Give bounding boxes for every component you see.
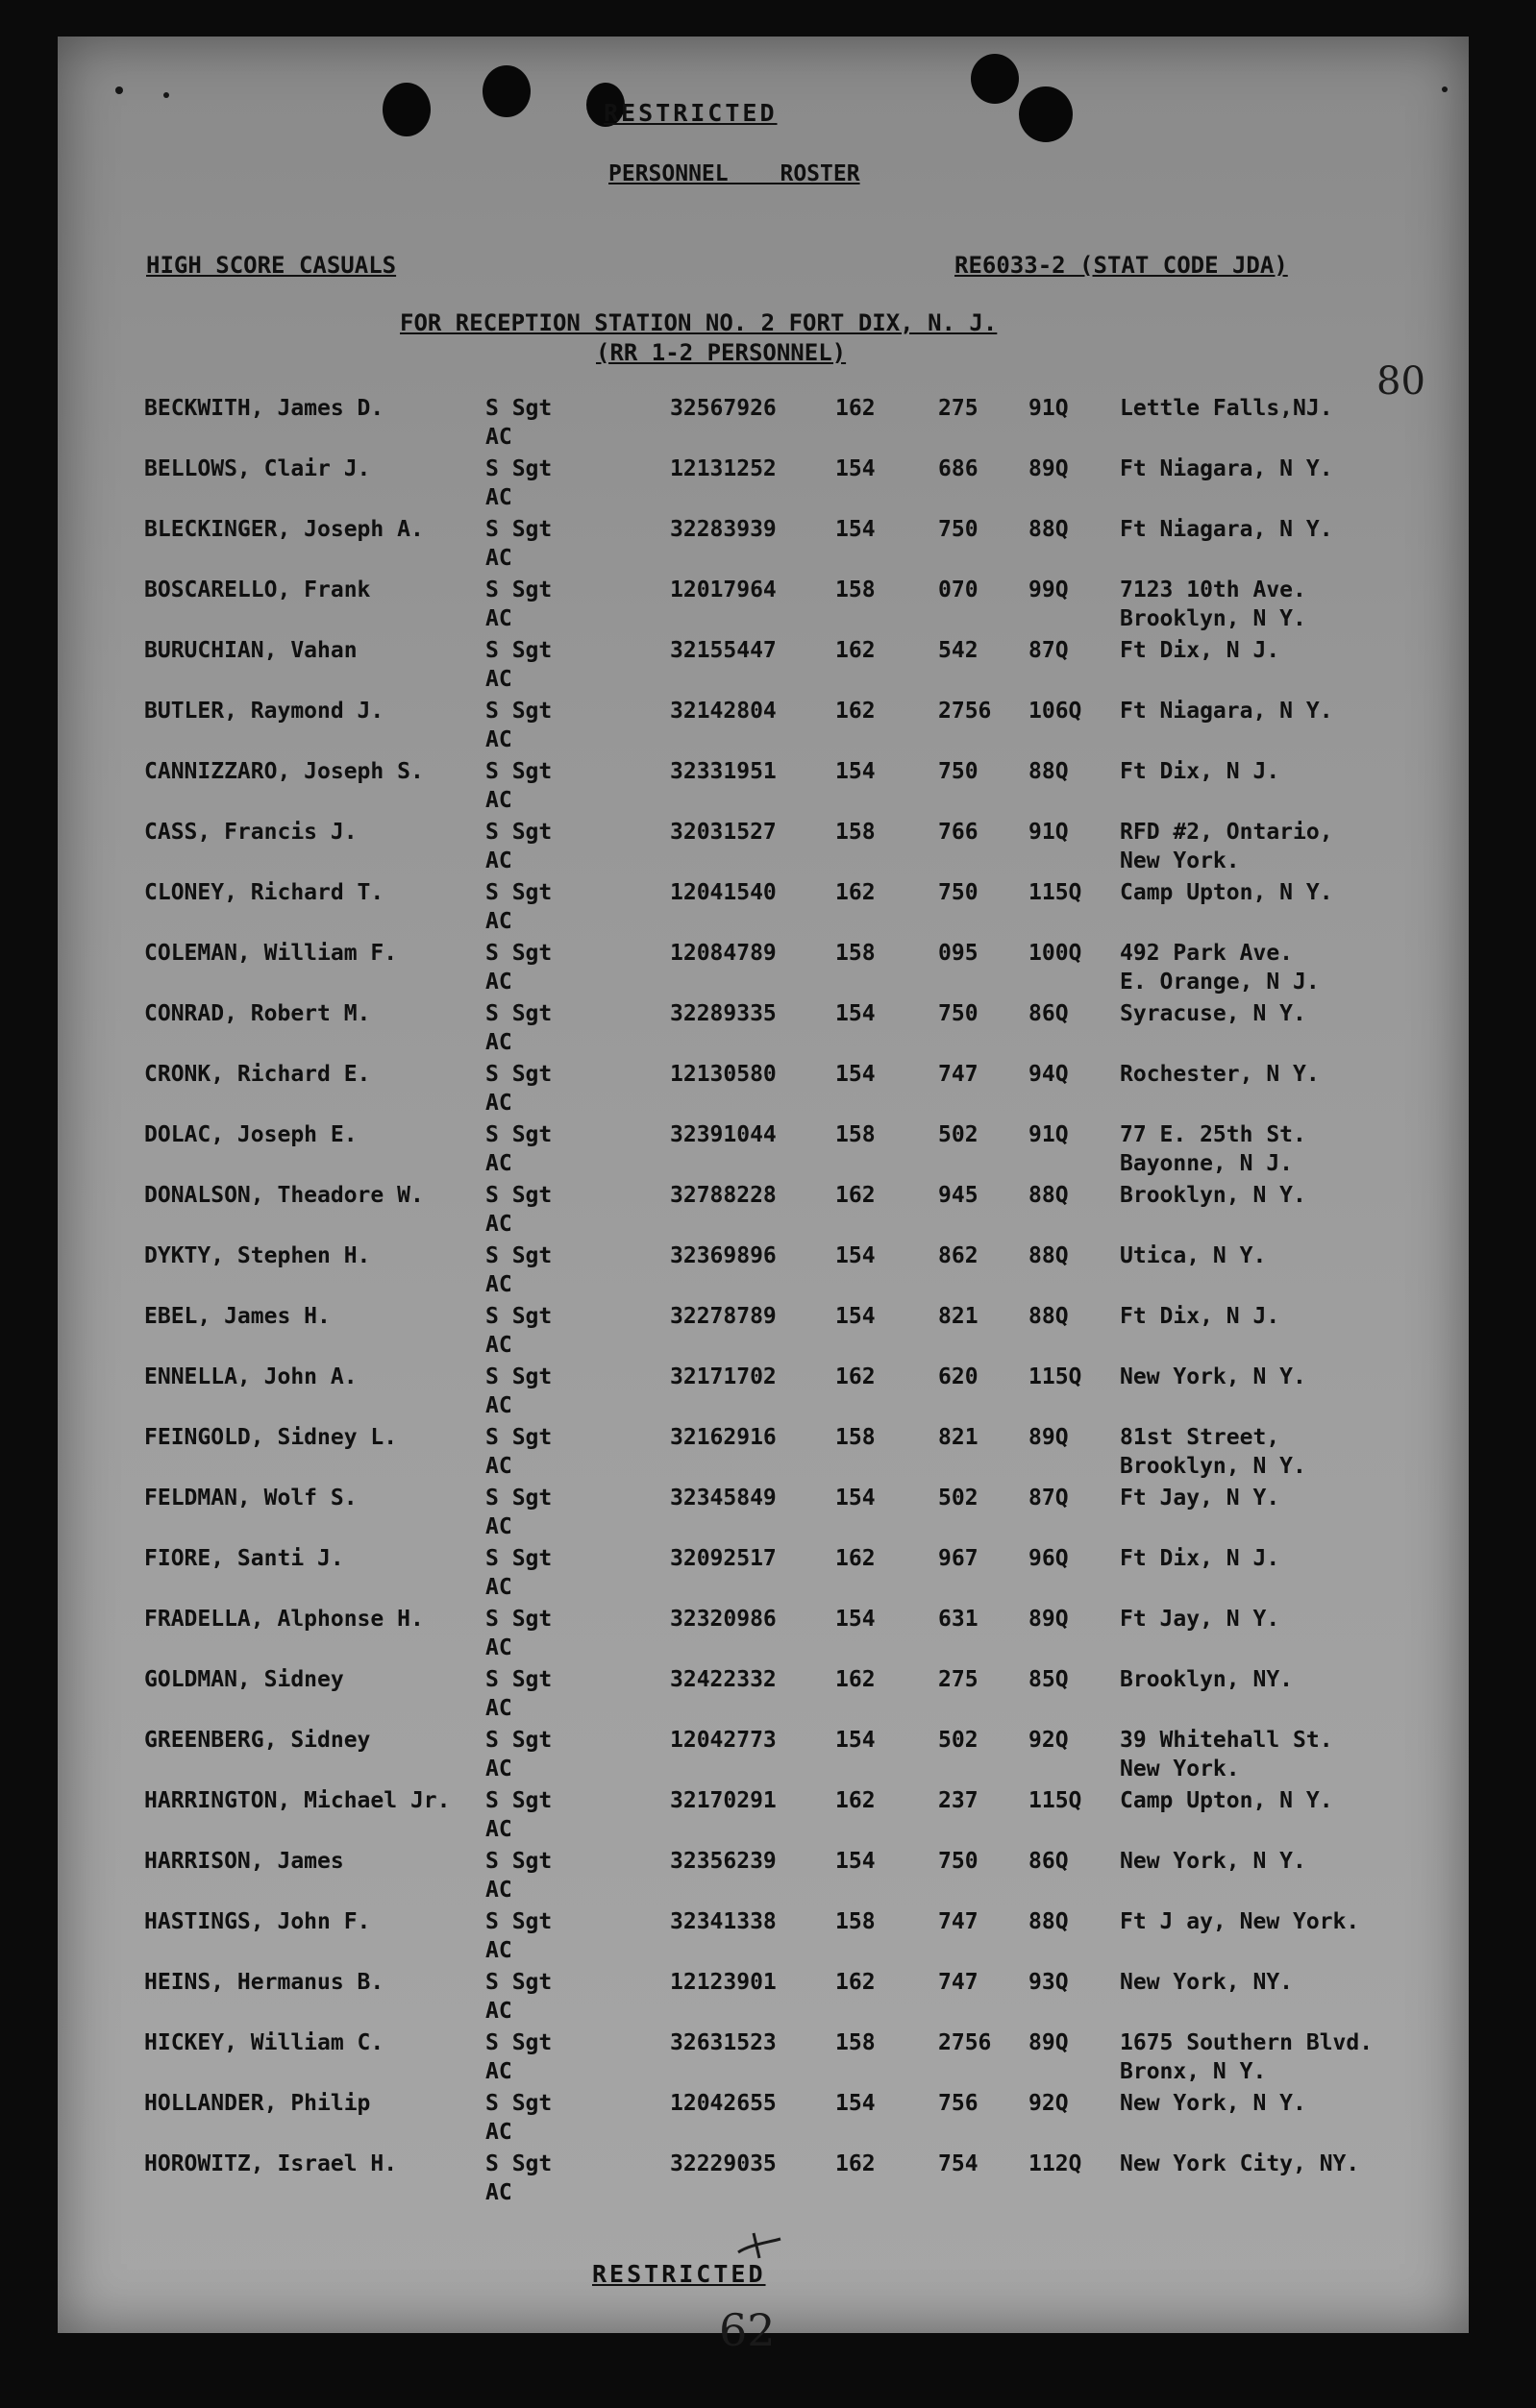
serial-cell: 32170291 bbox=[670, 1788, 777, 1813]
address-cell: Camp Upton, N Y. bbox=[1120, 880, 1333, 905]
code-b-cell: 862 bbox=[938, 1243, 979, 1268]
name-cell: CRONK, Richard E. bbox=[144, 1062, 371, 1087]
serial-cell: 32229035 bbox=[670, 2151, 777, 2176]
serial-cell: 12130580 bbox=[670, 1062, 777, 1087]
score-cell: 91Q bbox=[1028, 820, 1069, 845]
branch-cell: AC bbox=[485, 546, 512, 571]
address-line2-cell: E. Orange, N J. bbox=[1120, 970, 1320, 995]
rank-cell: S Sgt bbox=[485, 1364, 553, 1389]
table-row bbox=[0, 1364, 1536, 1425]
name-cell: DONALSON, Theadore W. bbox=[144, 1183, 424, 1208]
name-cell: CLONEY, Richard T. bbox=[144, 880, 384, 905]
address-cell: 81st Street, bbox=[1120, 1425, 1280, 1450]
score-cell: 86Q bbox=[1028, 1001, 1069, 1026]
code-a-cell: 154 bbox=[835, 1486, 876, 1511]
table-row bbox=[0, 2030, 1536, 2091]
rank-cell: S Sgt bbox=[485, 1970, 553, 1995]
table-row bbox=[0, 820, 1536, 880]
code-a-cell: 154 bbox=[835, 1849, 876, 1874]
rank-cell: S Sgt bbox=[485, 2030, 553, 2055]
speck bbox=[115, 86, 123, 94]
table-row bbox=[0, 1486, 1536, 1546]
serial-cell: 12042655 bbox=[670, 2091, 777, 2116]
table-row bbox=[0, 1304, 1536, 1364]
name-cell: HICKEY, William C. bbox=[144, 2030, 384, 2055]
code-b-cell: 750 bbox=[938, 517, 979, 542]
serial-cell: 32031527 bbox=[670, 820, 777, 845]
score-cell: 89Q bbox=[1028, 1425, 1069, 1450]
address-cell: 77 E. 25th St. bbox=[1120, 1122, 1306, 1147]
branch-cell: AC bbox=[485, 1333, 512, 1358]
score-cell: 88Q bbox=[1028, 1243, 1069, 1268]
code-a-cell: 162 bbox=[835, 2151, 876, 2176]
code-a-cell: 158 bbox=[835, 577, 876, 602]
rank-cell: S Sgt bbox=[485, 456, 553, 481]
name-cell: FEINGOLD, Sidney L. bbox=[144, 1425, 398, 1450]
serial-cell: 12131252 bbox=[670, 456, 777, 481]
branch-cell: AC bbox=[485, 2120, 512, 2145]
serial-cell: 32278789 bbox=[670, 1304, 777, 1329]
code-b-cell: 750 bbox=[938, 759, 979, 784]
handwritten-mark-icon bbox=[731, 2225, 788, 2264]
score-cell: 115Q bbox=[1028, 1364, 1082, 1389]
address-cell: Rochester, N Y. bbox=[1120, 1062, 1320, 1087]
code-a-cell: 162 bbox=[835, 1364, 876, 1389]
address-cell: Ft Dix, N J. bbox=[1120, 1304, 1280, 1329]
code-b-cell: 945 bbox=[938, 1183, 979, 1208]
rank-cell: S Sgt bbox=[485, 2091, 553, 2116]
rank-cell: S Sgt bbox=[485, 1728, 553, 1753]
right-heading: RE6033-2 (STAT CODE JDA) bbox=[954, 252, 1288, 279]
table-row bbox=[0, 1122, 1536, 1183]
rank-cell: S Sgt bbox=[485, 759, 553, 784]
table-row bbox=[0, 1546, 1536, 1607]
rank-cell: S Sgt bbox=[485, 396, 553, 421]
address-cell: New York, NY. bbox=[1120, 1970, 1294, 1995]
table-row bbox=[0, 1909, 1536, 1970]
address-cell: New York, N Y. bbox=[1120, 1364, 1306, 1389]
serial-cell: 32092517 bbox=[670, 1546, 777, 1571]
table-row bbox=[0, 699, 1536, 759]
branch-cell: AC bbox=[485, 425, 512, 450]
serial-cell: 32341338 bbox=[670, 1909, 777, 1934]
address-cell: 7123 10th Ave. bbox=[1120, 577, 1306, 602]
punch-hole bbox=[483, 65, 531, 117]
score-cell: 115Q bbox=[1028, 880, 1082, 905]
rank-cell: S Sgt bbox=[485, 1304, 553, 1329]
code-b-cell: 821 bbox=[938, 1425, 979, 1450]
address-cell: Camp Upton, N Y. bbox=[1120, 1788, 1333, 1813]
address-cell: Ft Niagara, N Y. bbox=[1120, 517, 1333, 542]
name-cell: CANNIZZARO, Joseph S. bbox=[144, 759, 424, 784]
score-cell: 112Q bbox=[1028, 2151, 1082, 2176]
score-cell: 99Q bbox=[1028, 577, 1069, 602]
code-b-cell: 502 bbox=[938, 1486, 979, 1511]
address-line2-cell: Brooklyn, N Y. bbox=[1120, 606, 1306, 631]
rank-cell: S Sgt bbox=[485, 1243, 553, 1268]
table-row bbox=[0, 1183, 1536, 1243]
table-row bbox=[0, 1728, 1536, 1788]
name-cell: HOLLANDER, Philip bbox=[144, 2091, 371, 2116]
subtitle-line-2: (RR 1-2 PERSONNEL) bbox=[596, 339, 847, 366]
branch-cell: AC bbox=[485, 1151, 512, 1176]
branch-cell: AC bbox=[485, 2180, 512, 2205]
address-cell: Brooklyn, N Y. bbox=[1120, 1183, 1306, 1208]
rank-cell: S Sgt bbox=[485, 1849, 553, 1874]
code-b-cell: 620 bbox=[938, 1364, 979, 1389]
score-cell: 106Q bbox=[1028, 699, 1082, 724]
address-cell: New York City, NY. bbox=[1120, 2151, 1360, 2176]
name-cell: HARRISON, James bbox=[144, 1849, 344, 1874]
code-a-cell: 154 bbox=[835, 1243, 876, 1268]
address-cell: Ft Niagara, N Y. bbox=[1120, 699, 1333, 724]
code-b-cell: 631 bbox=[938, 1607, 979, 1632]
score-cell: 100Q bbox=[1028, 941, 1082, 966]
code-a-cell: 162 bbox=[835, 1667, 876, 1692]
serial-cell: 32391044 bbox=[670, 1122, 777, 1147]
branch-cell: AC bbox=[485, 1514, 512, 1539]
serial-cell: 32567926 bbox=[670, 396, 777, 421]
name-cell: CONRAD, Robert M. bbox=[144, 1001, 371, 1026]
code-a-cell: 162 bbox=[835, 396, 876, 421]
code-a-cell: 154 bbox=[835, 759, 876, 784]
name-cell: COLEMAN, William F. bbox=[144, 941, 398, 966]
name-cell: GOLDMAN, Sidney bbox=[144, 1667, 344, 1692]
code-a-cell: 162 bbox=[835, 1546, 876, 1571]
name-cell: EBEL, James H. bbox=[144, 1304, 331, 1329]
address-cell: Ft Jay, N Y. bbox=[1120, 1607, 1280, 1632]
name-cell: CASS, Francis J. bbox=[144, 820, 358, 845]
speck bbox=[163, 92, 169, 98]
code-a-cell: 154 bbox=[835, 1728, 876, 1753]
restricted-footer: RESTRICTED bbox=[592, 2260, 766, 2288]
address-cell: Ft Dix, N J. bbox=[1120, 638, 1280, 663]
table-row bbox=[0, 1243, 1536, 1304]
code-b-cell: 237 bbox=[938, 1788, 979, 1813]
serial-cell: 32369896 bbox=[670, 1243, 777, 1268]
code-b-cell: 967 bbox=[938, 1546, 979, 1571]
score-cell: 115Q bbox=[1028, 1788, 1082, 1813]
roster-title: PERSONNEL ROSTER bbox=[608, 161, 860, 186]
serial-cell: 12041540 bbox=[670, 880, 777, 905]
score-cell: 89Q bbox=[1028, 456, 1069, 481]
table-row bbox=[0, 1425, 1536, 1486]
table-row bbox=[0, 941, 1536, 1001]
code-a-cell: 162 bbox=[835, 638, 876, 663]
serial-cell: 32289335 bbox=[670, 1001, 777, 1026]
code-b-cell: 750 bbox=[938, 880, 979, 905]
restricted-header: RESTRICTED bbox=[604, 99, 778, 127]
score-cell: 89Q bbox=[1028, 2030, 1069, 2055]
name-cell: HARRINGTON, Michael Jr. bbox=[144, 1788, 451, 1813]
table-row bbox=[0, 2091, 1536, 2151]
rank-cell: S Sgt bbox=[485, 1546, 553, 1571]
name-cell: BOSCARELLO, Frank bbox=[144, 577, 371, 602]
code-a-cell: 154 bbox=[835, 1607, 876, 1632]
code-a-cell: 158 bbox=[835, 820, 876, 845]
name-cell: BLECKINGER, Joseph A. bbox=[144, 517, 424, 542]
code-a-cell: 154 bbox=[835, 517, 876, 542]
score-cell: 88Q bbox=[1028, 1183, 1069, 1208]
score-cell: 87Q bbox=[1028, 638, 1069, 663]
address-cell: Brooklyn, NY. bbox=[1120, 1667, 1294, 1692]
code-b-cell: 686 bbox=[938, 456, 979, 481]
rank-cell: S Sgt bbox=[485, 1607, 553, 1632]
branch-cell: AC bbox=[485, 1272, 512, 1297]
name-cell: BURUCHIAN, Vahan bbox=[144, 638, 358, 663]
code-a-cell: 162 bbox=[835, 699, 876, 724]
code-b-cell: 275 bbox=[938, 1667, 979, 1692]
rank-cell: S Sgt bbox=[485, 1788, 553, 1813]
code-b-cell: 750 bbox=[938, 1849, 979, 1874]
score-cell: 88Q bbox=[1028, 1909, 1069, 1934]
table-row bbox=[0, 2151, 1536, 2212]
name-cell: GREENBERG, Sidney bbox=[144, 1728, 371, 1753]
table-row bbox=[0, 517, 1536, 577]
code-a-cell: 154 bbox=[835, 2091, 876, 2116]
code-a-cell: 162 bbox=[835, 1183, 876, 1208]
code-a-cell: 154 bbox=[835, 1001, 876, 1026]
handwritten-page-number: 80 bbox=[1376, 359, 1425, 404]
address-line2-cell: Bronx, N Y. bbox=[1120, 2059, 1267, 2084]
code-b-cell: 821 bbox=[938, 1304, 979, 1329]
code-b-cell: 747 bbox=[938, 1062, 979, 1087]
address-cell: Utica, N Y. bbox=[1120, 1243, 1267, 1268]
punch-hole bbox=[383, 83, 431, 136]
table-row bbox=[0, 880, 1536, 941]
address-line2-cell: New York. bbox=[1120, 1757, 1240, 1781]
serial-cell: 32631523 bbox=[670, 2030, 777, 2055]
code-b-cell: 747 bbox=[938, 1970, 979, 1995]
branch-cell: AC bbox=[485, 2059, 512, 2084]
code-b-cell: 2756 bbox=[938, 699, 992, 724]
left-heading: HIGH SCORE CASUALS bbox=[146, 252, 397, 279]
branch-cell: AC bbox=[485, 727, 512, 752]
score-cell: 91Q bbox=[1028, 1122, 1069, 1147]
name-cell: HEINS, Hermanus B. bbox=[144, 1970, 384, 1995]
serial-cell: 32331951 bbox=[670, 759, 777, 784]
branch-cell: AC bbox=[485, 1091, 512, 1116]
score-cell: 92Q bbox=[1028, 1728, 1069, 1753]
code-a-cell: 162 bbox=[835, 880, 876, 905]
subtitle-line-1: FOR RECEPTION STATION NO. 2 FORT DIX, N. J. bbox=[400, 309, 998, 336]
table-row bbox=[0, 456, 1536, 517]
table-row bbox=[0, 1849, 1536, 1909]
score-cell: 88Q bbox=[1028, 759, 1069, 784]
address-cell: Syracuse, N Y. bbox=[1120, 1001, 1306, 1026]
rank-cell: S Sgt bbox=[485, 1062, 553, 1087]
serial-cell: 32320986 bbox=[670, 1607, 777, 1632]
name-cell: BECKWITH, James D. bbox=[144, 396, 384, 421]
address-cell: 1675 Southern Blvd. bbox=[1120, 2030, 1374, 2055]
serial-cell: 32155447 bbox=[670, 638, 777, 663]
rank-cell: S Sgt bbox=[485, 1909, 553, 1934]
branch-cell: AC bbox=[485, 1635, 512, 1660]
name-cell: HOROWITZ, Israel H. bbox=[144, 2151, 398, 2176]
address-cell: Ft Niagara, N Y. bbox=[1120, 456, 1333, 481]
name-cell: FELDMAN, Wolf S. bbox=[144, 1486, 358, 1511]
rank-cell: S Sgt bbox=[485, 941, 553, 966]
address-line2-cell: Bayonne, N J. bbox=[1120, 1151, 1294, 1176]
address-cell: Ft J ay, New York. bbox=[1120, 1909, 1360, 1934]
serial-cell: 12084789 bbox=[670, 941, 777, 966]
code-b-cell: 750 bbox=[938, 1001, 979, 1026]
score-cell: 94Q bbox=[1028, 1062, 1069, 1087]
code-b-cell: 747 bbox=[938, 1909, 979, 1934]
table-row bbox=[0, 1970, 1536, 2030]
serial-cell: 32345849 bbox=[670, 1486, 777, 1511]
address-cell: New York, N Y. bbox=[1120, 1849, 1306, 1874]
table-row bbox=[0, 1001, 1536, 1062]
code-a-cell: 158 bbox=[835, 2030, 876, 2055]
branch-cell: AC bbox=[485, 1696, 512, 1721]
serial-cell: 32142804 bbox=[670, 699, 777, 724]
code-b-cell: 502 bbox=[938, 1122, 979, 1147]
speck bbox=[1442, 86, 1448, 92]
handwritten-footer-number: 62 bbox=[719, 2304, 776, 2356]
table-row bbox=[0, 577, 1536, 638]
branch-cell: AC bbox=[485, 788, 512, 813]
score-cell: 87Q bbox=[1028, 1486, 1069, 1511]
name-cell: DYKTY, Stephen H. bbox=[144, 1243, 371, 1268]
code-b-cell: 756 bbox=[938, 2091, 979, 2116]
rank-cell: S Sgt bbox=[485, 577, 553, 602]
code-a-cell: 158 bbox=[835, 941, 876, 966]
score-cell: 96Q bbox=[1028, 1546, 1069, 1571]
rank-cell: S Sgt bbox=[485, 1486, 553, 1511]
code-a-cell: 154 bbox=[835, 1062, 876, 1087]
name-cell: ENNELLA, John A. bbox=[144, 1364, 358, 1389]
branch-cell: AC bbox=[485, 1393, 512, 1418]
rank-cell: S Sgt bbox=[485, 638, 553, 663]
code-a-cell: 154 bbox=[835, 456, 876, 481]
serial-cell: 32283939 bbox=[670, 517, 777, 542]
table-row bbox=[0, 1607, 1536, 1667]
punch-hole bbox=[971, 54, 1019, 104]
code-b-cell: 095 bbox=[938, 941, 979, 966]
serial-cell: 12017964 bbox=[670, 577, 777, 602]
branch-cell: AC bbox=[485, 1030, 512, 1055]
code-a-cell: 154 bbox=[835, 1304, 876, 1329]
address-cell: Ft Dix, N J. bbox=[1120, 759, 1280, 784]
branch-cell: AC bbox=[485, 606, 512, 631]
code-a-cell: 158 bbox=[835, 1122, 876, 1147]
table-row bbox=[0, 1062, 1536, 1122]
rank-cell: S Sgt bbox=[485, 517, 553, 542]
table-row bbox=[0, 1788, 1536, 1849]
table-row bbox=[0, 396, 1536, 456]
address-cell: Lettle Falls,NJ. bbox=[1120, 396, 1333, 421]
punch-hole bbox=[1019, 86, 1073, 142]
name-cell: BELLOWS, Clair J. bbox=[144, 456, 371, 481]
name-cell: FIORE, Santi J. bbox=[144, 1546, 344, 1571]
branch-cell: AC bbox=[485, 1878, 512, 1903]
score-cell: 89Q bbox=[1028, 1607, 1069, 1632]
serial-cell: 32171702 bbox=[670, 1364, 777, 1389]
rank-cell: S Sgt bbox=[485, 820, 553, 845]
branch-cell: AC bbox=[485, 1817, 512, 1842]
branch-cell: AC bbox=[485, 1454, 512, 1479]
code-b-cell: 754 bbox=[938, 2151, 979, 2176]
address-line2-cell: New York. bbox=[1120, 848, 1240, 873]
address-cell: Ft Jay, N Y. bbox=[1120, 1486, 1280, 1511]
score-cell: 88Q bbox=[1028, 517, 1069, 542]
name-cell: BUTLER, Raymond J. bbox=[144, 699, 384, 724]
score-cell: 92Q bbox=[1028, 2091, 1069, 2116]
address-cell: 39 Whitehall St. bbox=[1120, 1728, 1333, 1753]
branch-cell: AC bbox=[485, 667, 512, 692]
rank-cell: S Sgt bbox=[485, 1001, 553, 1026]
code-b-cell: 542 bbox=[938, 638, 979, 663]
rank-cell: S Sgt bbox=[485, 1425, 553, 1450]
branch-cell: AC bbox=[485, 485, 512, 510]
code-b-cell: 2756 bbox=[938, 2030, 992, 2055]
serial-cell: 32788228 bbox=[670, 1183, 777, 1208]
rank-cell: S Sgt bbox=[485, 1122, 553, 1147]
code-a-cell: 162 bbox=[835, 1970, 876, 1995]
code-a-cell: 162 bbox=[835, 1788, 876, 1813]
rank-cell: S Sgt bbox=[485, 880, 553, 905]
name-cell: FRADELLA, Alphonse H. bbox=[144, 1607, 424, 1632]
serial-cell: 12042773 bbox=[670, 1728, 777, 1753]
rank-cell: S Sgt bbox=[485, 699, 553, 724]
serial-cell: 32356239 bbox=[670, 1849, 777, 1874]
code-a-cell: 158 bbox=[835, 1909, 876, 1934]
score-cell: 91Q bbox=[1028, 396, 1069, 421]
serial-cell: 12123901 bbox=[670, 1970, 777, 1995]
name-cell: HASTINGS, John F. bbox=[144, 1909, 371, 1934]
table-row bbox=[0, 638, 1536, 699]
branch-cell: AC bbox=[485, 909, 512, 934]
serial-cell: 32162916 bbox=[670, 1425, 777, 1450]
rank-cell: S Sgt bbox=[485, 2151, 553, 2176]
table-row bbox=[0, 759, 1536, 820]
code-b-cell: 502 bbox=[938, 1728, 979, 1753]
address-cell: Ft Dix, N J. bbox=[1120, 1546, 1280, 1571]
rank-cell: S Sgt bbox=[485, 1183, 553, 1208]
branch-cell: AC bbox=[485, 1212, 512, 1237]
branch-cell: AC bbox=[485, 970, 512, 995]
branch-cell: AC bbox=[485, 1757, 512, 1781]
table-row bbox=[0, 1667, 1536, 1728]
score-cell: 88Q bbox=[1028, 1304, 1069, 1329]
branch-cell: AC bbox=[485, 1575, 512, 1600]
address-line2-cell: Brooklyn, N Y. bbox=[1120, 1454, 1306, 1479]
rank-cell: S Sgt bbox=[485, 1667, 553, 1692]
score-cell: 93Q bbox=[1028, 1970, 1069, 1995]
branch-cell: AC bbox=[485, 848, 512, 873]
branch-cell: AC bbox=[485, 1999, 512, 2024]
address-cell: RFD #2, Ontario, bbox=[1120, 820, 1333, 845]
name-cell: DOLAC, Joseph E. bbox=[144, 1122, 358, 1147]
address-cell: 492 Park Ave. bbox=[1120, 941, 1294, 966]
serial-cell: 32422332 bbox=[670, 1667, 777, 1692]
code-b-cell: 275 bbox=[938, 396, 979, 421]
branch-cell: AC bbox=[485, 1938, 512, 1963]
code-b-cell: 070 bbox=[938, 577, 979, 602]
score-cell: 85Q bbox=[1028, 1667, 1069, 1692]
address-cell: New York, N Y. bbox=[1120, 2091, 1306, 2116]
score-cell: 86Q bbox=[1028, 1849, 1069, 1874]
code-a-cell: 158 bbox=[835, 1425, 876, 1450]
code-b-cell: 766 bbox=[938, 820, 979, 845]
